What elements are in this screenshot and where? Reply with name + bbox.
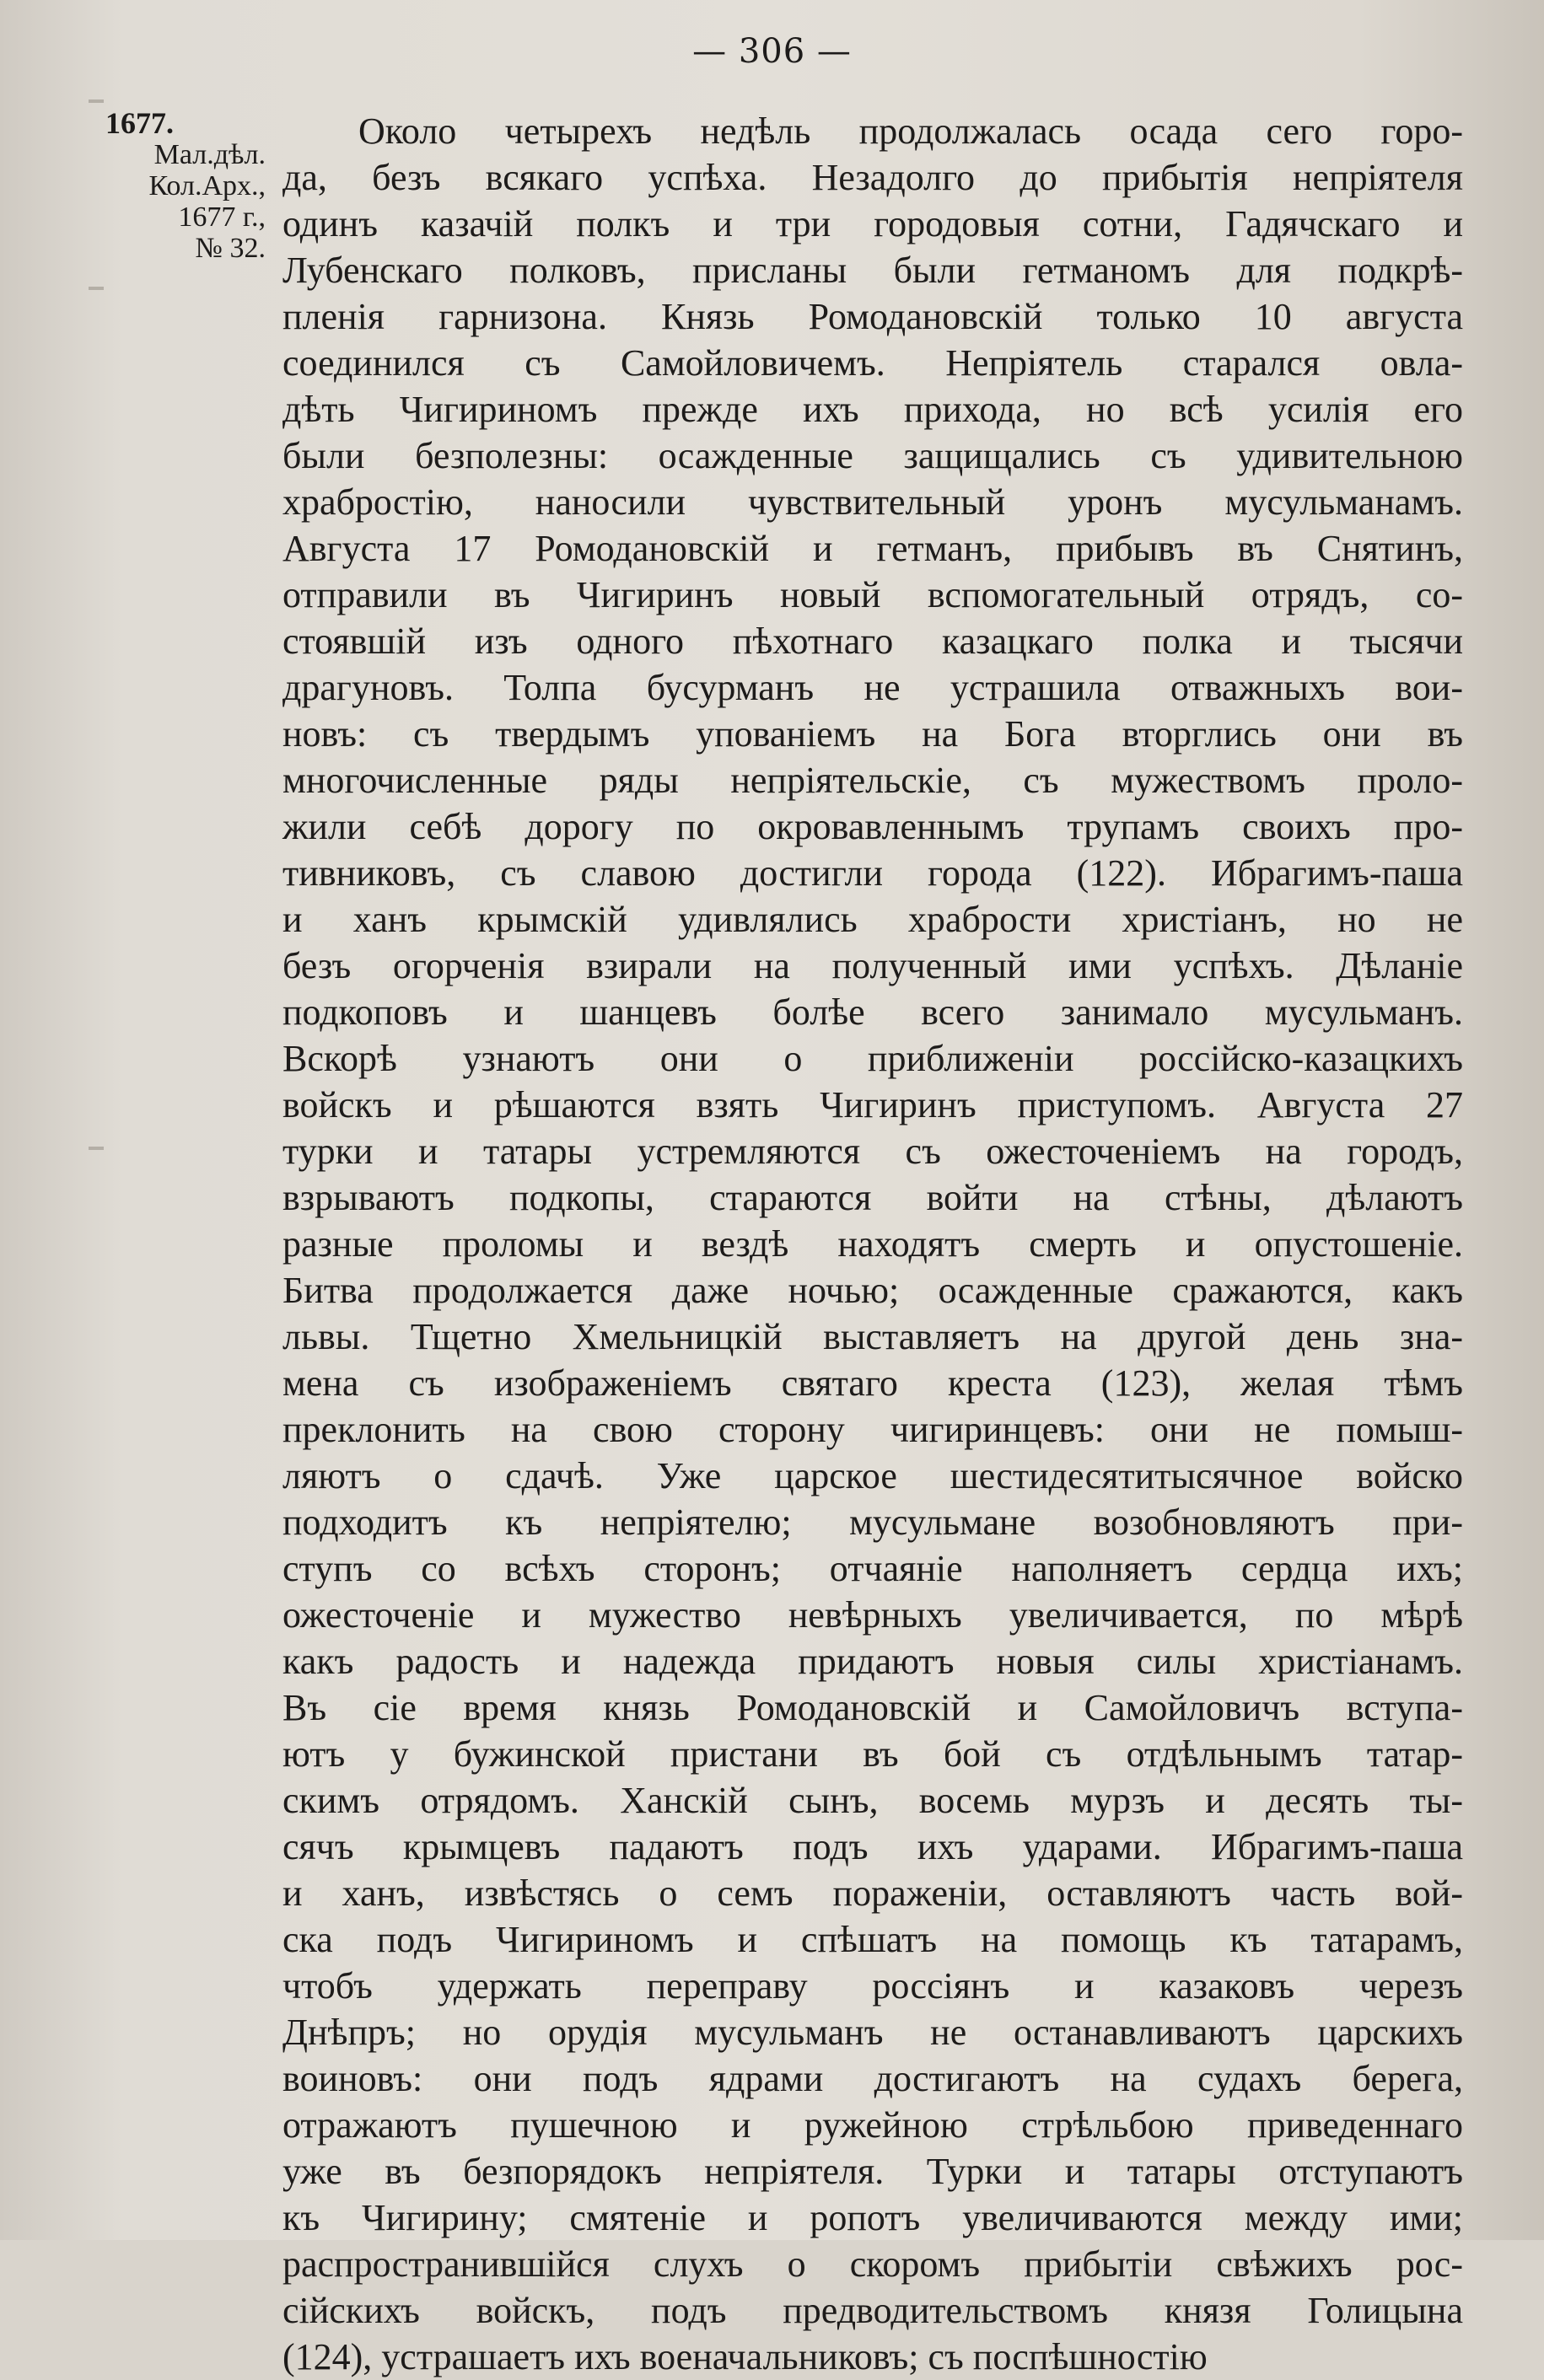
text-line: воиновъ: они подъ ядрами достигаютъ на судахъ берега, bbox=[282, 2058, 1463, 2099]
text-line: какъ радость и надежда придаютъ новыя силы христіанамъ. bbox=[282, 1641, 1463, 1682]
margin-source-line: № 32. bbox=[195, 233, 266, 264]
text-line: Лубенскаго полковъ, присланы были гетманомъ для подкрѣ- bbox=[282, 250, 1463, 291]
text-line: львы. Тщетно Хмельницкій выставляетъ на другой день зна- bbox=[282, 1316, 1463, 1357]
text-line: Вскорѣ узнаютъ они о приближеніи россійско-казацкихъ bbox=[282, 1038, 1463, 1079]
text-line: да, безъ всякаго успѣха. Незадолго до прибытія непріятеля bbox=[282, 157, 1463, 198]
margin-note bbox=[105, 108, 266, 264]
text-line: ожесточеніе и мужество невѣрныхъ увеличивается, по мѣрѣ bbox=[282, 1594, 1463, 1636]
text-line: къ Чигирину; смятеніе и ропотъ увеличиваются между ими; bbox=[282, 2197, 1463, 2238]
text-line: соединился съ Самойловичемъ. Непріятель старался овла- bbox=[282, 342, 1463, 384]
text-line: взрываютъ подкопы, стараются войти на стѣны, дѣлаютъ bbox=[282, 1177, 1463, 1218]
text-line: и ханъ, извѣстясь о семъ пораженіи, оставляютъ часть вой- bbox=[282, 1872, 1463, 1914]
text-line: дѣть Чигириномъ прежде ихъ прихода, но всѣ усилія его bbox=[282, 389, 1463, 430]
text-line: отправили въ Чигиринъ новый вспомогательный отрядъ, со- bbox=[282, 574, 1463, 615]
page-number: — 306 — bbox=[692, 32, 852, 71]
text-line: подкоповъ и шанцевъ болѣе всего занимало мусульманъ. bbox=[282, 991, 1463, 1033]
text-line: чтобъ удержать переправу россіянъ и казаковъ черезъ bbox=[282, 1965, 1463, 2007]
text-line: Днѣпръ; но орудія мусульманъ не останавливаютъ царскихъ bbox=[282, 2012, 1463, 2053]
text-line: мена съ изображеніемъ святаго креста (123), желая тѣмъ bbox=[282, 1362, 1463, 1404]
text-line: распространившійся слухъ о скоромъ прибытіи свѣжихъ рос- bbox=[282, 2243, 1463, 2285]
text-line: храбростію, наносили чувствительный уронъ мусульманамъ. bbox=[282, 481, 1463, 523]
margin-year: 1677. bbox=[105, 106, 174, 140]
text-line: Битва продолжается даже ночью; осажденные сражаются, какъ bbox=[282, 1270, 1463, 1311]
text-line: войскъ и рѣшаются взять Чигиринъ приступомъ. Августа 27 bbox=[282, 1084, 1463, 1126]
margin-mark bbox=[89, 1147, 104, 1150]
text-line: разные проломы и вездѣ находятъ смерть и опустошеніе. bbox=[282, 1223, 1463, 1265]
text-line: многочисленные ряды непріятельскіе, съ мужествомъ проло- bbox=[282, 760, 1463, 801]
margin-source-line: Мал.дѣл. bbox=[153, 139, 266, 170]
text-line: Августа 17 Ромодановскій и гетманъ, прибывъ въ Снятинъ, bbox=[282, 528, 1463, 569]
text-line: отражаютъ пушечною и ружейною стрѣльбою приведеннаго bbox=[282, 2104, 1463, 2146]
text-line: пленія гарнизона. Князь Ромодановскій только 10 августа bbox=[282, 296, 1463, 337]
main-text bbox=[282, 108, 1463, 2380]
text-line: ютъ у бужинской пристани въ бой съ отдѣльнымъ татар- bbox=[282, 1733, 1463, 1775]
text-line: были безполезны: осажденные защищались съ удивительною bbox=[282, 435, 1463, 476]
text-line: Въ сіе время князь Ромодановскій и Самойловичъ вступа- bbox=[282, 1687, 1463, 1728]
text-line: уже въ безпорядокъ непріятеля. Турки и татары отступаютъ bbox=[282, 2151, 1463, 2192]
text-line: (124), устрашаетъ ихъ военачальниковъ; съ поспѣшностію bbox=[282, 2336, 1208, 2377]
text-line: стоявшій изъ одного пѣхотнаго казацкаго полка и тысячи bbox=[282, 621, 1463, 662]
text-line: новъ: съ твердымъ упованіемъ на Бога вторглись они въ bbox=[282, 713, 1463, 755]
text-line: подходитъ къ непріятелю; мусульмане возобновляютъ при- bbox=[282, 1502, 1463, 1543]
text-line: Около четырехъ недѣль продолжалась осада сего горо- bbox=[358, 110, 1463, 152]
text-line: турки и татары устремляются съ ожесточеніемъ на городъ, bbox=[282, 1131, 1463, 1172]
text-line: одинъ казачій полкъ и три городовыя сотни, Гадячскаго и bbox=[282, 203, 1463, 244]
text-line: сійскихъ войскъ, подъ предводительствомъ князя Голицына bbox=[282, 2290, 1463, 2331]
margin-source-line: Кол.Арх., bbox=[148, 170, 266, 201]
text-line: безъ огорченія взирали на полученный ими успѣхъ. Дѣланіе bbox=[282, 945, 1463, 986]
text-line: и ханъ крымскій удивлялись храбрости христіанъ, но не bbox=[282, 899, 1463, 940]
margin-mark bbox=[89, 99, 104, 103]
text-line: жили себѣ дорогу по окровавленнымъ трупамъ своихъ про- bbox=[282, 806, 1463, 847]
text-line: драгуновъ. Толпа бусурманъ не устрашила отважныхъ вои- bbox=[282, 667, 1463, 708]
text-line: ляютъ о сдачѣ. Уже царское шестидесятитысячное войско bbox=[282, 1455, 1463, 1496]
text-line: преклонить на свою сторону чигиринцевъ: они не помыш- bbox=[282, 1409, 1463, 1450]
text-line: сячъ крымцевъ падаютъ подъ ихъ ударами. Ибрагимъ-паша bbox=[282, 1826, 1463, 1867]
margin-mark bbox=[89, 287, 104, 290]
text-line: ступъ со всѣхъ сторонъ; отчаяніе наполняетъ сердца ихъ; bbox=[282, 1548, 1463, 1589]
margin-source-line: 1677 г., bbox=[178, 201, 266, 233]
text-line: тивниковъ, съ славою достигли города (122). Ибрагимъ-паша bbox=[282, 852, 1463, 894]
text-line: ска подъ Чигириномъ и спѣшатъ на помощь къ татарамъ, bbox=[282, 1919, 1463, 1960]
text-line: скимъ отрядомъ. Ханскій сынъ, восемь мурзъ и десять ты- bbox=[282, 1780, 1463, 1821]
